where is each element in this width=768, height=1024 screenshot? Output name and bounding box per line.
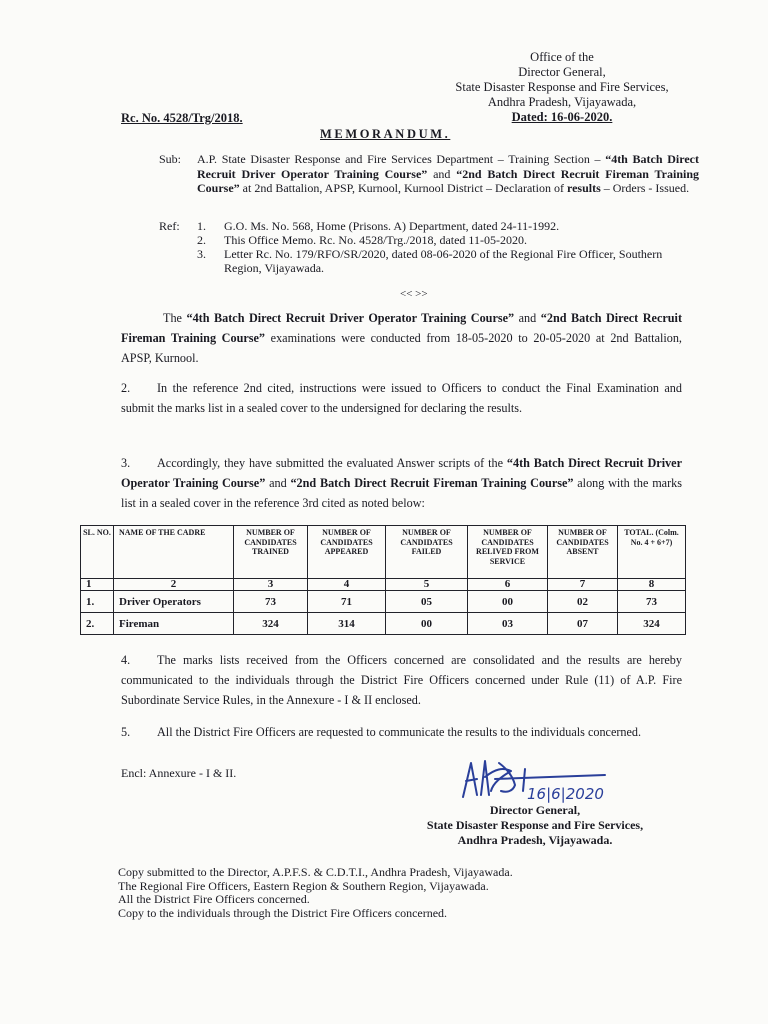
subject-results: results (566, 181, 601, 195)
table-cell: 03 (468, 613, 548, 635)
table-row (81, 591, 686, 613)
office-line-1: Office of the (530, 50, 594, 64)
table-header-row (81, 526, 686, 579)
paragraph-5 (121, 722, 682, 742)
table-cell: 324 (234, 613, 308, 635)
reference-item (197, 247, 699, 275)
header-appeared: NUMBER OF CANDIDATES APPEARED (308, 526, 386, 579)
para3-part: along with the marks list in a sealed cover in the reference 3rd cited as noted below: (121, 476, 682, 510)
references-block (159, 219, 699, 275)
copy-line: Copy to the individuals through the District Fire Officers concerned. (118, 905, 448, 920)
results-table (80, 525, 686, 635)
table-cell: 1. (81, 591, 114, 613)
enclosure-note: Encl: Annexure - I & II. (121, 766, 237, 780)
table-index-row (81, 579, 686, 591)
paragraph-2-number: 2. (121, 381, 131, 395)
index-cell: 4 (308, 579, 386, 591)
table-cell: 73 (618, 591, 686, 613)
office-line-2: Director General, (518, 65, 606, 79)
para1-course-2: “2nd Batch Direct Recruit Fireman Training Course” (121, 311, 683, 345)
reference-text-1: G.O. Ms. No. 568, Home (Prisons. A) Department, dated 24-11-1992. (224, 219, 560, 233)
paragraph-1 (121, 308, 682, 368)
reference-number-1: 1. (197, 219, 206, 233)
table-row (81, 613, 686, 635)
paragraph-4 (121, 650, 682, 710)
memorandum-title: MEMORANDUM. (320, 127, 451, 141)
para1-part: and (514, 311, 541, 325)
table-cell: 05 (386, 591, 468, 613)
index-cell: 6 (468, 579, 548, 591)
reference-item (197, 219, 699, 233)
copy-line: Copy submitted to the Director, A.P.F.S. & C.D.T.I., Andhra Pradesh, Vijayawada. (118, 865, 513, 879)
index-cell: 2 (114, 579, 234, 591)
paragraph-5-text: All the District Fire Officers are requested to communicate the results to the individuals concerned. (157, 725, 642, 739)
paragraph-2 (121, 378, 682, 418)
reference-text-2: This Office Memo. Rc. No. 4528/Trg./2018, dated 11-05-2020. (224, 233, 527, 247)
table-cell: 07 (548, 613, 618, 635)
paragraph-4-text: The marks lists received from the Officers concerned are consolidated and the results are hereby communicated to the individuals through the District Fire Officers concerned under Rule (11) of A.P. Fire Subordinate Service Rules, in the Annexure - I & II enclosed. (121, 653, 682, 707)
table-cell: 2. (81, 613, 114, 635)
table-cell: 02 (548, 591, 618, 613)
reference-number-3: 3. (197, 247, 206, 261)
para3-course-1: “4th Batch Direct Recruit Driver Operator Training Course” (121, 456, 682, 490)
subject-part: and (427, 166, 457, 181)
header-relieved: NUMBER OF CANDIDATES RELIVED FROM SERVICE (468, 526, 548, 579)
office-line-4: Andhra Pradesh, Vijayawada, (487, 95, 637, 109)
subject-course-1: “4th Batch Direct Recruit Driver Operator Training Course” (197, 152, 699, 181)
paragraph-2-text: In the reference 2nd cited, instructions were issued to Officers to conduct the Final Examination and submit the marks list in a sealed cover to the undersigned for declaring the results. (121, 381, 682, 415)
index-cell: 3 (234, 579, 308, 591)
header-failed: NUMBER OF CANDIDATES FAILED (386, 526, 468, 579)
header-absent: NUMBER OF CANDIDATES ABSENT (548, 526, 618, 579)
para1-course-1: “4th Batch Direct Recruit Driver Operator Training Course” (186, 311, 515, 325)
subject-part: – Orders - Issued. (600, 181, 690, 195)
para3-part: Accordingly, they have submitted the evaluated Answer scripts of the (157, 456, 507, 470)
subject-label: Sub: (159, 152, 182, 166)
para3-course-2: “2nd Batch Direct Recruit Fireman Training Course” (290, 476, 574, 490)
para1-part: The (163, 311, 187, 325)
header-trained: NUMBER OF CANDIDATES TRAINED (234, 526, 308, 579)
subject-text (197, 152, 699, 196)
office-address (412, 50, 712, 125)
reference-text-3: Letter Rc. No. 179/RFO/SR/2020, dated 08-06-2020 of the Regional Fire Officer, Southern Region, Vijayawada. (224, 247, 663, 275)
office-line-3: State Disaster Response and Fire Services, (455, 80, 669, 94)
copy-line: The Regional Fire Officers, Eastern Region & Southern Region, Vijayawada. (118, 878, 489, 893)
paragraph-4-number: 4. (121, 653, 131, 667)
signer-title: Director General, (489, 803, 581, 817)
section-separator: << >> (400, 288, 428, 300)
copy-line: All the District Fire Officers concerned. (118, 892, 310, 906)
table-cell: 73 (234, 591, 308, 613)
table-cell: Driver Operators (114, 591, 234, 613)
index-cell: 1 (81, 579, 114, 591)
reference-item (197, 233, 699, 247)
table-cell: 00 (468, 591, 548, 613)
signature-image (455, 755, 645, 805)
header-sl-no: SL. NO. (81, 526, 114, 579)
copy-list (118, 866, 513, 920)
para1-part: examinations were conducted from 18-05-2020 to 20-05-2020 at 2nd Battalion, APSP, Kurnool. (121, 331, 682, 365)
subject-part: A.P. State Disaster Response and Fire Services Department – Training Section – (197, 152, 606, 166)
signer-block (400, 803, 670, 848)
table-cell: 314 (308, 613, 386, 635)
paragraph-3 (121, 453, 682, 513)
signer-department: State Disaster Response and Fire Services, (426, 818, 644, 832)
subject-course-2: “2nd Batch Direct Recruit Fireman Training Course” (197, 166, 700, 195)
index-cell: 5 (386, 579, 468, 591)
date-line: Dated: 16-06-2020. (511, 110, 613, 124)
header-cadre-name: NAME OF THE CADRE (114, 526, 234, 579)
signature-date: 16|6|2020 (527, 785, 604, 803)
paragraph-5-number: 5. (121, 725, 131, 739)
table-cell: 324 (618, 613, 686, 635)
index-cell: 7 (548, 579, 618, 591)
paragraph-3-number: 3. (121, 456, 131, 470)
para3-part: and (265, 476, 291, 490)
subject-part: at 2nd Battalion, APSP, Kurnool, Kurnool District – Declaration of (239, 181, 567, 195)
subject-block (159, 152, 699, 196)
reference-number: Rc. No. 4528/Trg/2018. (121, 111, 243, 125)
table-cell: 00 (386, 613, 468, 635)
references-label: Ref: (159, 219, 180, 233)
index-cell: 8 (618, 579, 686, 591)
header-total: TOTAL. (Colm. No. 4 + 6+7) (618, 526, 686, 579)
signer-location: Andhra Pradesh, Vijayawada. (457, 833, 613, 847)
table-cell: 71 (308, 591, 386, 613)
reference-number-2: 2. (197, 233, 206, 247)
table-cell: Fireman (114, 613, 234, 635)
